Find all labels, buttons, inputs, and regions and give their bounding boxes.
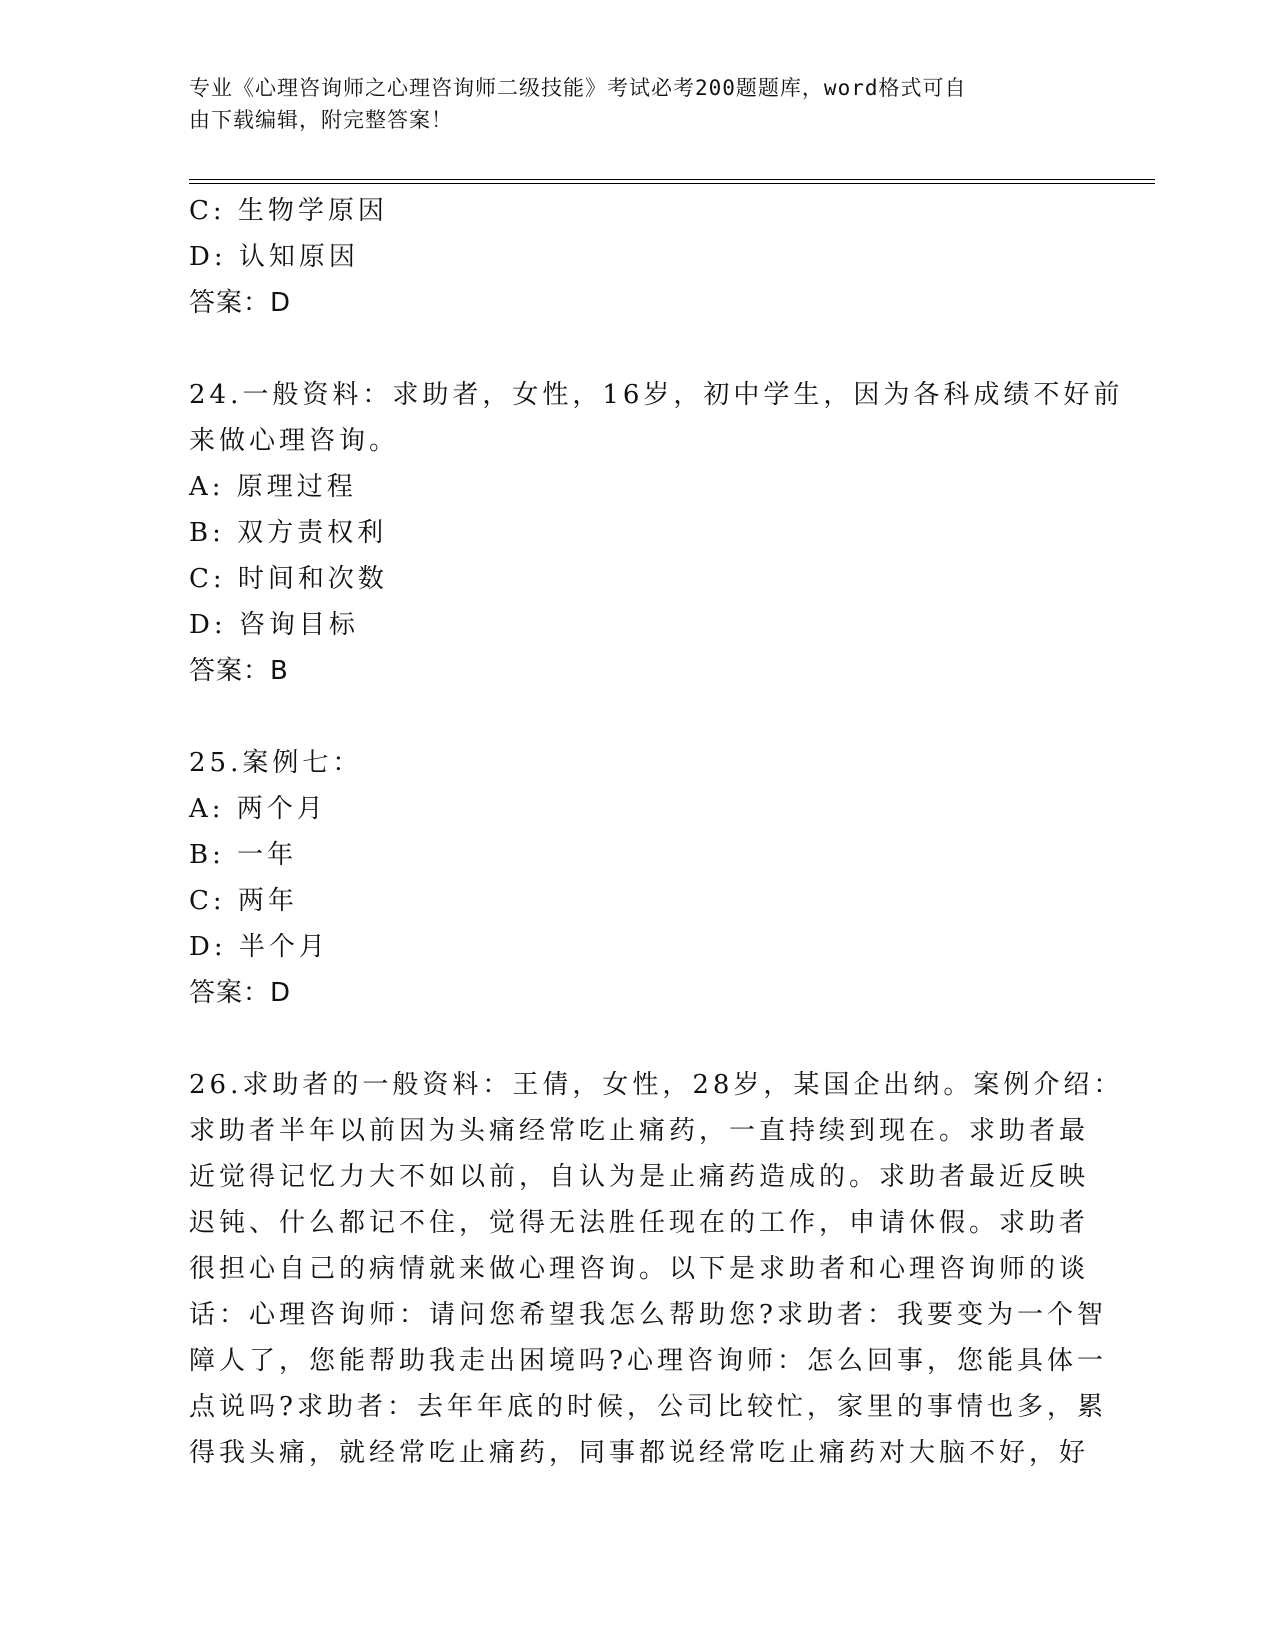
spacer: [189, 1016, 1089, 1062]
option-a: A: 两个月: [189, 794, 327, 824]
header-divider-top: [189, 179, 1155, 180]
question-stem-line: 障人了，您能帮助我走出困境吗?心理咨询师：怎么回事，您能具体一: [189, 1346, 1107, 1376]
option-d: D: 咨询目标: [189, 610, 359, 640]
question-stem-line: 很担心自己的病情就来做心理咨询。以下是求助者和心理咨询师的谈: [189, 1254, 1090, 1284]
document-header: [189, 72, 1069, 136]
option-b: B: 一年: [189, 840, 298, 870]
header-line-2: 由下载编辑，附完整答案！: [189, 108, 453, 132]
option-c: C: 生物学原因: [189, 196, 388, 226]
answer-line: 答案：B: [189, 656, 289, 686]
answer-line: 答案：D: [189, 978, 292, 1008]
question-stem-line: 话：心理咨询师：请问您希望我怎么帮助您?求助者：我要变为一个智: [189, 1300, 1107, 1330]
option-b: B: 双方责权利: [189, 518, 388, 548]
question-24: [189, 372, 1124, 694]
option-d: D: 认知原因: [189, 242, 359, 272]
question-stem-line: 近觉得记忆力大不如以前，自认为是止痛药造成的。求助者最近反映: [189, 1162, 1090, 1192]
question-25: [189, 740, 1089, 1016]
option-a: A: 原理过程: [189, 472, 357, 502]
spacer: [189, 326, 1089, 372]
question-stem-line: 26.求助者的一般资料：王倩，女性，28岁，某国企出纳。案例介绍：: [189, 1070, 1124, 1100]
option-c: C: 两年: [189, 886, 298, 916]
question-23-tail: [189, 188, 1089, 326]
question-stem-line: 24.一般资料：求助者，女性，16岁，初中学生，因为各科成绩不好前: [189, 380, 1124, 410]
question-stem-line: 得我头痛，就经常吃止痛药，同事都说经常吃止痛药对大脑不好，好: [189, 1438, 1090, 1468]
question-stem: 25.案例七：: [189, 748, 363, 778]
option-c: C: 时间和次数: [189, 564, 388, 594]
question-stem-line: 点说吗?求助者：去年年底的时候，公司比较忙，家里的事情也多，累: [189, 1392, 1107, 1422]
question-26: [189, 1062, 1124, 1476]
question-stem-line: 来做心理咨询。: [189, 426, 400, 456]
question-stem-line: 求助者半年以前因为头痛经常吃止痛药，一直持续到现在。求助者最: [189, 1116, 1090, 1146]
option-d: D: 半个月: [189, 932, 329, 962]
answer-line: 答案：D: [189, 288, 292, 318]
spacer: [189, 694, 1089, 740]
header-line-1: 专业《心理咨询师之心理咨询师二级技能》考试必考200题题库，word格式可自: [189, 76, 967, 100]
document-body: [189, 188, 1124, 1476]
question-stem-line: 迟钝、什么都记不住，觉得无法胜任现在的工作，申请休假。求助者: [189, 1208, 1090, 1238]
header-divider-bottom: [189, 183, 1155, 184]
